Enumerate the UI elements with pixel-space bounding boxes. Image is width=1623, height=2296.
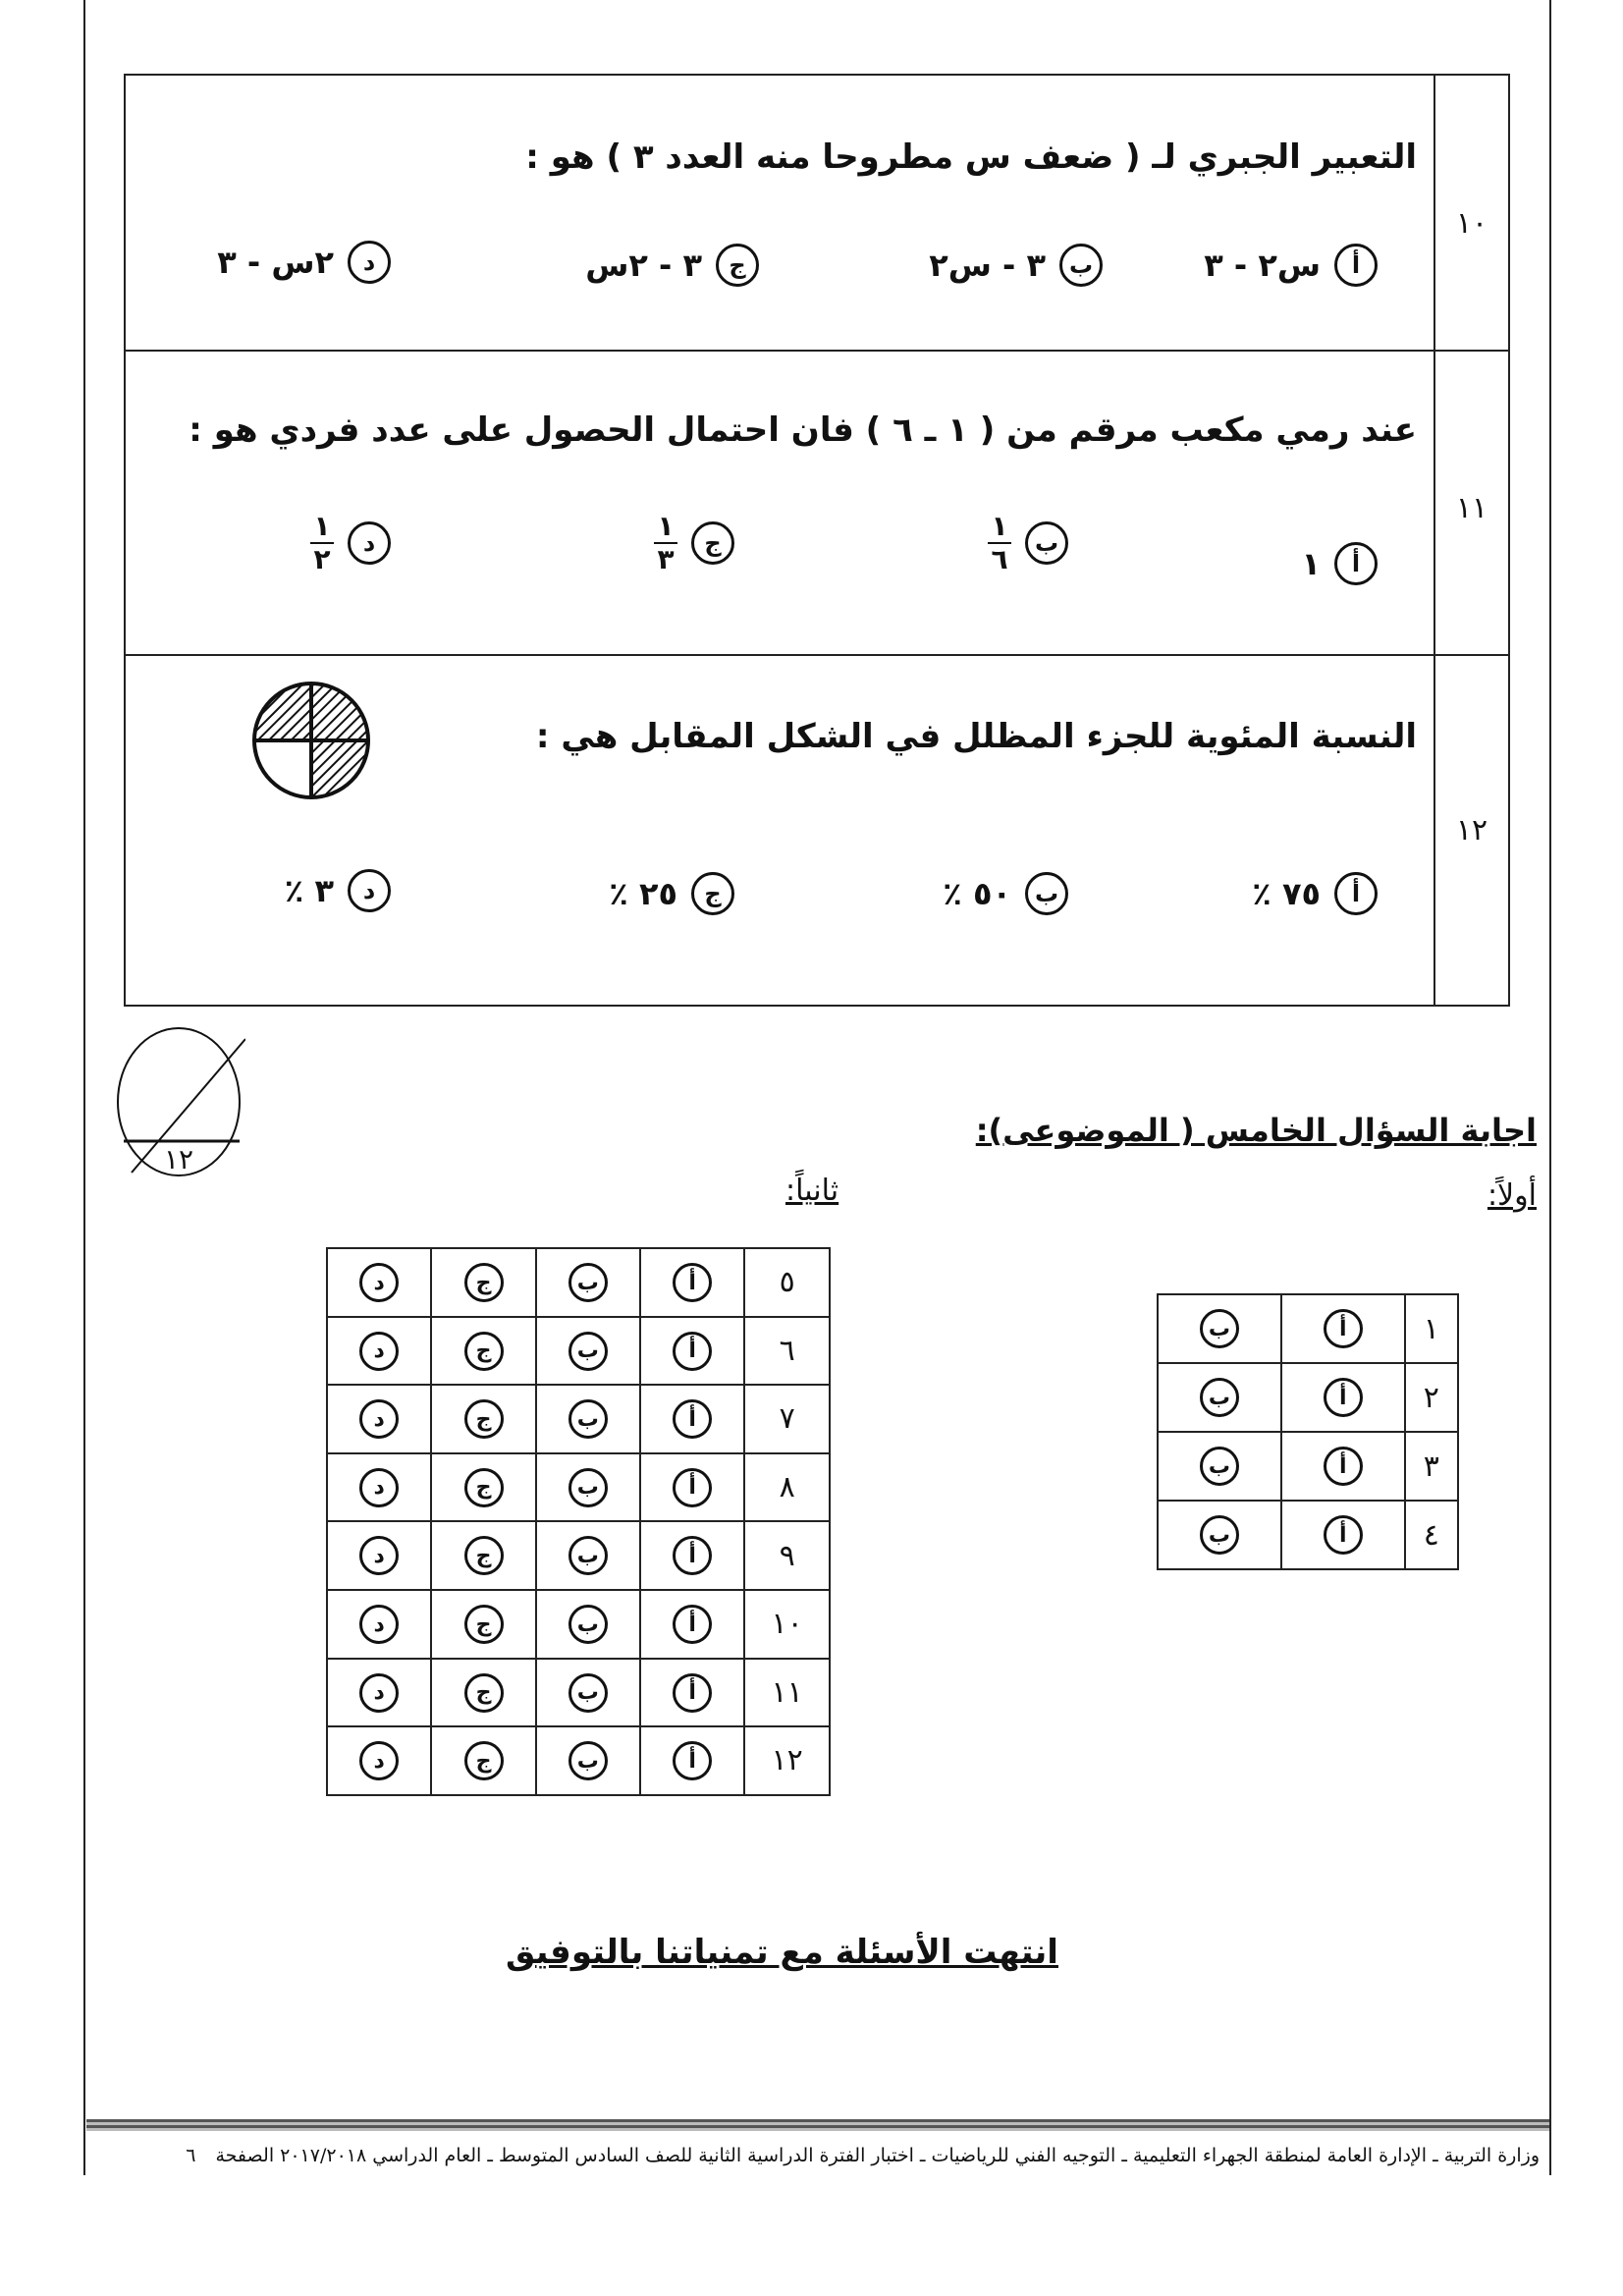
answer-row — [327, 1590, 830, 1659]
answer-cell[interactable] — [536, 1726, 640, 1795]
answer-cell[interactable] — [1281, 1363, 1405, 1432]
answer-option: ج — [464, 1741, 504, 1780]
row-number: ٧ — [744, 1385, 830, 1453]
answer-cell[interactable] — [1281, 1501, 1405, 1569]
row-number: ٩ — [744, 1521, 830, 1590]
answer-option: ج — [464, 1536, 504, 1575]
question-number: ١٠ — [1455, 206, 1488, 241]
fraction: $\frac{١}{٦}$ — [988, 511, 1011, 575]
option-letter: أ — [1334, 542, 1378, 585]
answer-option: ج — [464, 1605, 504, 1644]
answer-cell[interactable] — [431, 1590, 535, 1659]
option-c[interactable] — [654, 511, 734, 575]
answer-option: ب — [568, 1332, 608, 1371]
score-circle — [112, 1023, 245, 1180]
answer-option: ج — [464, 1399, 504, 1439]
answer-cell[interactable] — [327, 1726, 431, 1795]
answer-cell[interactable] — [327, 1659, 431, 1727]
answer-option: أ — [673, 1399, 712, 1439]
footer — [98, 2145, 1540, 2166]
answer-cell[interactable] — [536, 1385, 640, 1453]
frame-left — [83, 0, 85, 2175]
answer-cell[interactable] — [327, 1385, 431, 1453]
option-letter: ج — [691, 872, 734, 915]
answer-option: د — [359, 1673, 399, 1713]
option-letter: ب — [1059, 244, 1103, 287]
answer-cell[interactable] — [431, 1726, 535, 1795]
answer-option: ب — [568, 1536, 608, 1575]
option-value: ٧٥ ٪ — [1252, 875, 1321, 912]
answer-option: أ — [1324, 1515, 1363, 1555]
option-a[interactable] — [1301, 542, 1378, 585]
answer-option: أ — [1324, 1378, 1363, 1417]
row-number: ٢ — [1405, 1363, 1458, 1432]
answer-cell[interactable] — [1158, 1501, 1281, 1569]
answer-option: د — [359, 1468, 399, 1507]
row-number: ١٠ — [744, 1590, 830, 1659]
answer-option: ب — [1200, 1515, 1239, 1555]
score-denominator: ١٢ — [163, 1143, 194, 1175]
option-letter: ب — [1025, 521, 1068, 565]
answer-row — [327, 1453, 830, 1522]
option-b[interactable] — [988, 511, 1068, 575]
shaded-circle-figure — [250, 680, 372, 801]
option-a[interactable] — [1204, 244, 1378, 287]
question-text: النسبة المئوية للجزء المظلل في الشكل المقابل هي : — [535, 717, 1417, 756]
answer-option: ب — [568, 1741, 608, 1780]
footer-rule — [86, 2119, 1549, 2131]
answer-option: أ — [673, 1468, 712, 1507]
answer-row — [327, 1248, 830, 1317]
answer-cell[interactable] — [536, 1521, 640, 1590]
answer-row — [1158, 1294, 1458, 1363]
answer-option: د — [359, 1536, 399, 1575]
answer-row — [327, 1385, 830, 1453]
first-answer-table — [1157, 1293, 1459, 1570]
answer-option: د — [359, 1263, 399, 1302]
option-value: ٥٠ ٪ — [943, 875, 1011, 912]
answer-cell[interactable] — [1158, 1294, 1281, 1363]
answer-cell[interactable] — [536, 1659, 640, 1727]
row-number: ١٢ — [744, 1726, 830, 1795]
fraction: $\frac{١}{٣}$ — [654, 511, 677, 575]
option-b[interactable] — [929, 244, 1103, 287]
answer-option: د — [359, 1332, 399, 1371]
answer-row — [327, 1726, 830, 1795]
answer-option: أ — [1324, 1447, 1363, 1486]
answer-cell[interactable] — [1281, 1294, 1405, 1363]
closing-wrap — [0, 1933, 1623, 1972]
option-letter: د — [348, 241, 391, 284]
answer-option: ب — [568, 1263, 608, 1302]
question-text: عند رمي مكعب مرقم من ( ١ ـ ٦ ) فان احتمال الحصول على عدد فردي هو : — [189, 410, 1417, 450]
row-number: ٦ — [744, 1317, 830, 1386]
answer-option: أ — [673, 1263, 712, 1302]
option-value: س٢ - ٣ — [1204, 246, 1321, 284]
option-letter: ج — [716, 244, 759, 287]
answer-cell[interactable] — [640, 1317, 744, 1386]
answer-cell[interactable] — [327, 1317, 431, 1386]
row-number: ١ — [1405, 1294, 1458, 1363]
answer-cell[interactable] — [1281, 1432, 1405, 1501]
answers-heading: اجابة السؤال الخامس ( الموضوعى): — [975, 1112, 1537, 1149]
answer-cell[interactable] — [1158, 1432, 1281, 1501]
option-c[interactable] — [609, 872, 734, 915]
answer-option: أ — [673, 1536, 712, 1575]
first-label: أولاً: — [1487, 1178, 1537, 1213]
row-number: ٣ — [1405, 1432, 1458, 1501]
answer-cell[interactable] — [327, 1453, 431, 1522]
answer-option: ب — [568, 1399, 608, 1439]
option-letter: أ — [1334, 244, 1378, 287]
answer-cell[interactable] — [640, 1590, 744, 1659]
option-d[interactable] — [285, 869, 391, 912]
answer-option: ج — [464, 1468, 504, 1507]
question-number: ١٢ — [1455, 813, 1488, 847]
answer-cell[interactable] — [536, 1590, 640, 1659]
option-d[interactable] — [217, 241, 391, 284]
answer-row — [1158, 1432, 1458, 1501]
answer-cell[interactable] — [640, 1659, 744, 1727]
answer-row — [1158, 1363, 1458, 1432]
page-number: ٦ — [186, 2145, 196, 2166]
answer-row — [327, 1659, 830, 1727]
option-letter: أ — [1334, 872, 1378, 915]
answer-cell[interactable] — [640, 1453, 744, 1522]
option-d[interactable] — [310, 511, 391, 575]
frame-right — [1549, 0, 1551, 2175]
closing-message: انتهت الأسئلة مع تمنياتنا بالتوفيق — [506, 1933, 1058, 1972]
row-number: ٥ — [744, 1248, 830, 1317]
option-c[interactable] — [585, 244, 759, 287]
answer-cell[interactable] — [431, 1521, 535, 1590]
footer-text: وزارة التربية ـ الإدارة العامة لمنطقة الجهراء التعليمية ـ التوجيه الفني للرياضيات ـ اختبار الفترة الدراسية الثانية للصف السادس المتوسط ـ العام الدراسي ٢٠١٧/٢٠١٨ الصفحة — [215, 2145, 1540, 2166]
option-letter: د — [348, 869, 391, 912]
answer-option: د — [359, 1741, 399, 1780]
answer-option: ب — [568, 1673, 608, 1713]
option-b[interactable] — [943, 872, 1068, 915]
answer-option: د — [359, 1605, 399, 1644]
answer-option: ب — [1200, 1309, 1239, 1348]
answer-cell[interactable] — [431, 1453, 535, 1522]
row-number: ١١ — [744, 1659, 830, 1727]
answer-row — [327, 1521, 830, 1590]
answer-cell[interactable] — [327, 1521, 431, 1590]
answer-option: أ — [673, 1605, 712, 1644]
option-letter: د — [348, 521, 391, 565]
option-value: ٢٥ ٪ — [609, 875, 677, 912]
second-answer-table — [326, 1247, 831, 1796]
answer-cell[interactable] — [536, 1248, 640, 1317]
question-text: التعبير الجبري لـ ( ضعف س مطروحا منه العدد ٣ ) هو : — [525, 137, 1417, 177]
option-letter: ج — [691, 521, 734, 565]
question-number: ١١ — [1455, 491, 1488, 525]
answer-option: ب — [568, 1605, 608, 1644]
answer-option: ب — [1200, 1378, 1239, 1417]
answer-cell[interactable] — [431, 1659, 535, 1727]
answer-cell[interactable] — [1158, 1363, 1281, 1432]
answer-cell[interactable] — [327, 1248, 431, 1317]
answer-option: د — [359, 1399, 399, 1439]
row-number: ٤ — [1405, 1501, 1458, 1569]
answer-option: ب — [1200, 1447, 1239, 1486]
answer-cell[interactable] — [536, 1317, 640, 1386]
answer-row — [327, 1317, 830, 1386]
answer-cell[interactable] — [640, 1521, 744, 1590]
answer-option: أ — [673, 1741, 712, 1780]
answer-cell[interactable] — [536, 1453, 640, 1522]
answer-option: ج — [464, 1673, 504, 1713]
option-a[interactable] — [1252, 872, 1378, 915]
answer-option: ج — [464, 1263, 504, 1302]
fraction: $\frac{١}{٢}$ — [310, 511, 334, 575]
second-label: ثانياً: — [785, 1174, 839, 1208]
answer-option: ب — [568, 1468, 608, 1507]
option-value: ٣ - ٢س — [585, 246, 702, 284]
answer-cell[interactable] — [640, 1248, 744, 1317]
answer-row — [1158, 1501, 1458, 1569]
answer-option: أ — [673, 1673, 712, 1713]
option-value: ٣ - س٢ — [929, 246, 1046, 284]
answer-option: ج — [464, 1332, 504, 1371]
option-value: ١ — [1301, 545, 1321, 582]
answer-option: أ — [673, 1332, 712, 1371]
answer-option: أ — [1324, 1309, 1363, 1348]
option-value: ٢س - ٣ — [217, 244, 334, 281]
answer-cell[interactable] — [431, 1317, 535, 1386]
row-number: ٨ — [744, 1453, 830, 1522]
answer-cell[interactable] — [640, 1726, 744, 1795]
answer-cell[interactable] — [431, 1385, 535, 1453]
option-value: ٣ ٪ — [284, 872, 334, 909]
option-letter: ب — [1025, 872, 1068, 915]
answer-cell[interactable] — [327, 1590, 431, 1659]
answer-cell[interactable] — [640, 1385, 744, 1453]
answer-cell[interactable] — [431, 1248, 535, 1317]
